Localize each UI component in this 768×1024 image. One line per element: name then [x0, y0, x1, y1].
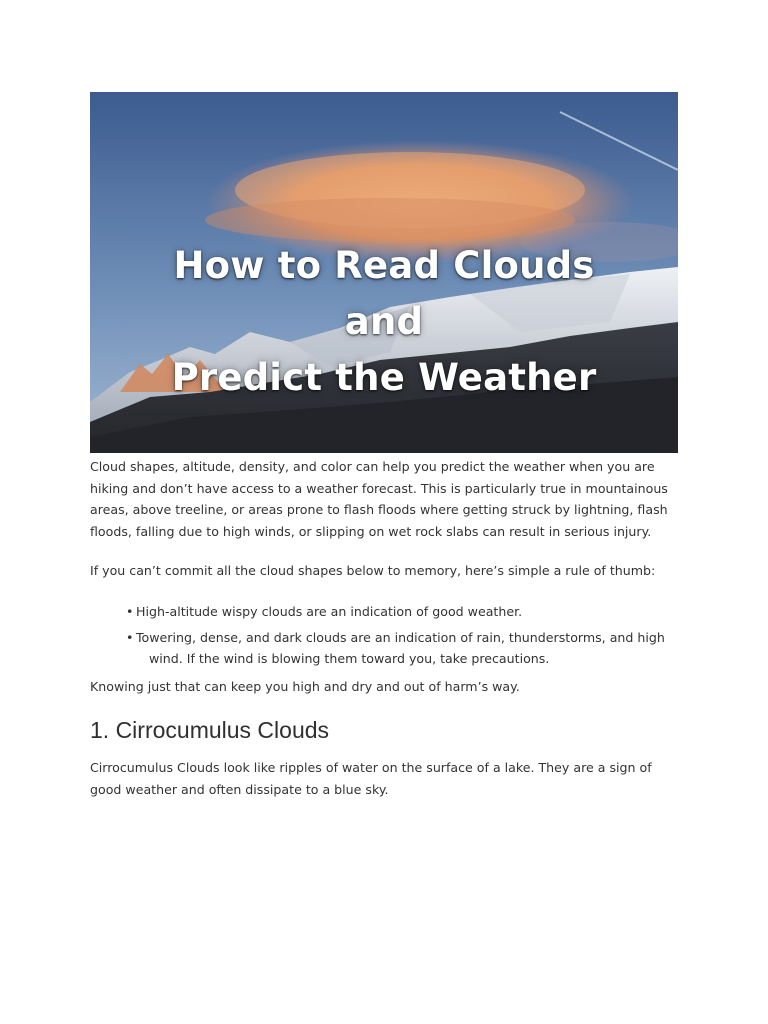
hero-title-line-3: Predict the Weather: [171, 356, 597, 399]
section-heading: 1. Cirrocumulus Clouds: [90, 717, 330, 743]
section-body-paragraph: Cirrocumulus Clouds look like ripples of water on the surface of a lake. They are a sign of good weather and often dissipate to a blue sky.: [90, 760, 652, 797]
bullet-marker: •: [126, 604, 134, 619]
list-item-text: Towering, dense, and dark clouds are an indication of rain, thunderstorms, and high: [136, 629, 665, 645]
rule-of-thumb-list: [124, 601, 676, 674]
closing-paragraph: Knowing just that can keep you high and dry and out of harm’s way.: [90, 679, 520, 694]
intro-paragraph: Cloud shapes, altitude, density, and color can help you predict the weather when you are hiking and don’t have access to a weather forecast. This is particularly true in mountainous areas, above treeline, or areas prone to flash floods where getting struck by lightning, flash floods, falling due to high winds, or slipping on wet rock slabs can result in serious injury.: [90, 459, 668, 539]
list-item: [124, 601, 676, 623]
hero-title: [90, 238, 678, 406]
hero-title-line-1: How to Read Clouds: [173, 244, 595, 287]
hero-title-line-2: and: [344, 300, 424, 343]
list-item-text: High-altitude wispy clouds are an indication of good weather.: [136, 604, 523, 619]
hero-image: [90, 92, 678, 453]
bullet-marker: •: [126, 629, 134, 645]
rule-intro-paragraph: If you can’t commit all the cloud shapes below to memory, here’s simple a rule of thumb:: [90, 563, 656, 578]
list-item-text-continued: wind. If the wind is blowing them toward you, take precautions.: [149, 651, 550, 666]
list-item: [124, 627, 676, 670]
